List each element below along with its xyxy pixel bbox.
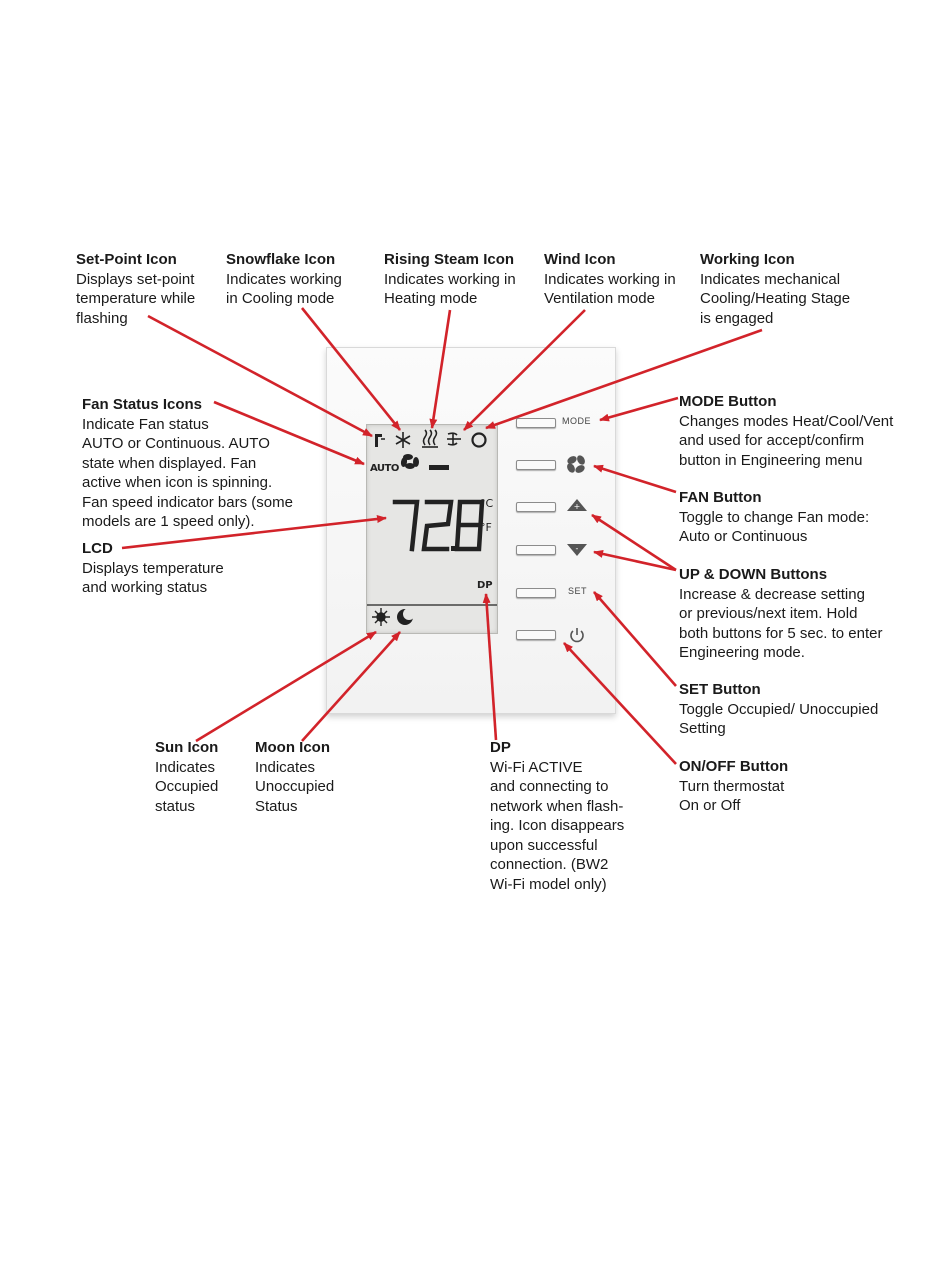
callout-setpoint [76, 250, 195, 328]
callout-title: LCD [82, 540, 113, 557]
fahrenheit-label: °F [480, 521, 492, 534]
svg-text:+: + [573, 502, 581, 511]
callout-title: UP & DOWN Buttons [679, 566, 828, 583]
callout-dp [490, 738, 624, 894]
callout-desc: Changes modes Heat/Cool/Vent and used for accept/confirm button in Engineering menu [679, 412, 894, 469]
callout-fanstatus [82, 395, 293, 532]
callout-desc: Toggle to change Fan mode: Auto or Continuous [679, 508, 870, 545]
callout-snowflake [226, 250, 342, 309]
callout-desc: Indicates working in Ventilation mode [544, 270, 676, 307]
callout-fan [679, 488, 869, 547]
callout-desc: Increase & decrease setting or previous/next item. Hold both buttons for 5 sec. to enter Engineering mode. [679, 585, 883, 661]
callout-updown [679, 565, 882, 663]
arrow-wind [464, 310, 585, 430]
arrow-sun [196, 632, 376, 741]
callout-onoff [679, 757, 788, 816]
svg-text:-: - [575, 544, 579, 553]
callout-desc: Indicates mechanical Cooling/Heating Stage is engaged [700, 270, 851, 327]
callout-desc: Wi-Fi ACTIVE and connecting to network when flash- ing. Icon disappears upon successful connection. (BW2 Wi-Fi model only) [490, 758, 625, 893]
callout-working [700, 250, 850, 328]
dp-label: DP [477, 580, 493, 591]
auto-label: AUTO [370, 463, 399, 474]
callout-desc: Indicates Occupied status [155, 758, 219, 815]
callout-title: Rising Steam Icon [384, 251, 515, 268]
callout-desc: Displays set-point temperature while flashing [76, 270, 196, 327]
callout-title: SET Button [679, 681, 761, 698]
callout-mode [679, 392, 893, 470]
callout-steam [384, 250, 516, 309]
callout-title: Set-Point Icon [76, 251, 177, 268]
arrow-set [594, 592, 676, 686]
callout-desc: Indicate Fan status AUTO or Continuous. AUTO state when displayed. Fan active when icon is spinning. Fan speed indicator bars (some models are 1 speed only). [82, 415, 293, 530]
callout-desc: Toggle Occupied/ Unoccupied Setting [679, 700, 879, 737]
arrow-snowflake [302, 308, 400, 430]
celsius-label: °C [480, 497, 494, 510]
callout-title: Moon Icon [255, 739, 330, 756]
callout-desc: Displays temperature and working status [82, 559, 224, 596]
callout-title: DP [490, 739, 511, 756]
arrow-dp [486, 594, 496, 740]
arrow-steam [432, 310, 450, 428]
callout-desc: Indicates working in Heating mode [384, 270, 516, 307]
callout-desc: Indicates Unoccupied Status [255, 758, 335, 815]
callout-title: Working Icon [700, 251, 795, 268]
callout-title: ON/OFF Button [679, 758, 789, 775]
callout-title: Snowflake Icon [226, 251, 336, 268]
callout-title: Wind Icon [544, 251, 616, 268]
callout-sun [155, 738, 218, 816]
callout-wind [544, 250, 676, 309]
arrow-mode [600, 398, 678, 420]
set-label: SET [568, 586, 588, 596]
callout-title: MODE Button [679, 393, 777, 410]
arrow-fan [594, 466, 676, 492]
callout-desc: Turn thermostat On or Off [679, 777, 785, 814]
callout-title: Fan Status Icons [82, 396, 203, 413]
callout-desc: Indicates working in Cooling mode [226, 270, 342, 307]
callout-title: Sun Icon [155, 739, 219, 756]
callout-moon [255, 738, 334, 816]
callout-title: FAN Button [679, 489, 762, 506]
mode-label: MODE [562, 416, 591, 426]
callout-lcd [82, 539, 224, 598]
callout-set [679, 680, 878, 739]
